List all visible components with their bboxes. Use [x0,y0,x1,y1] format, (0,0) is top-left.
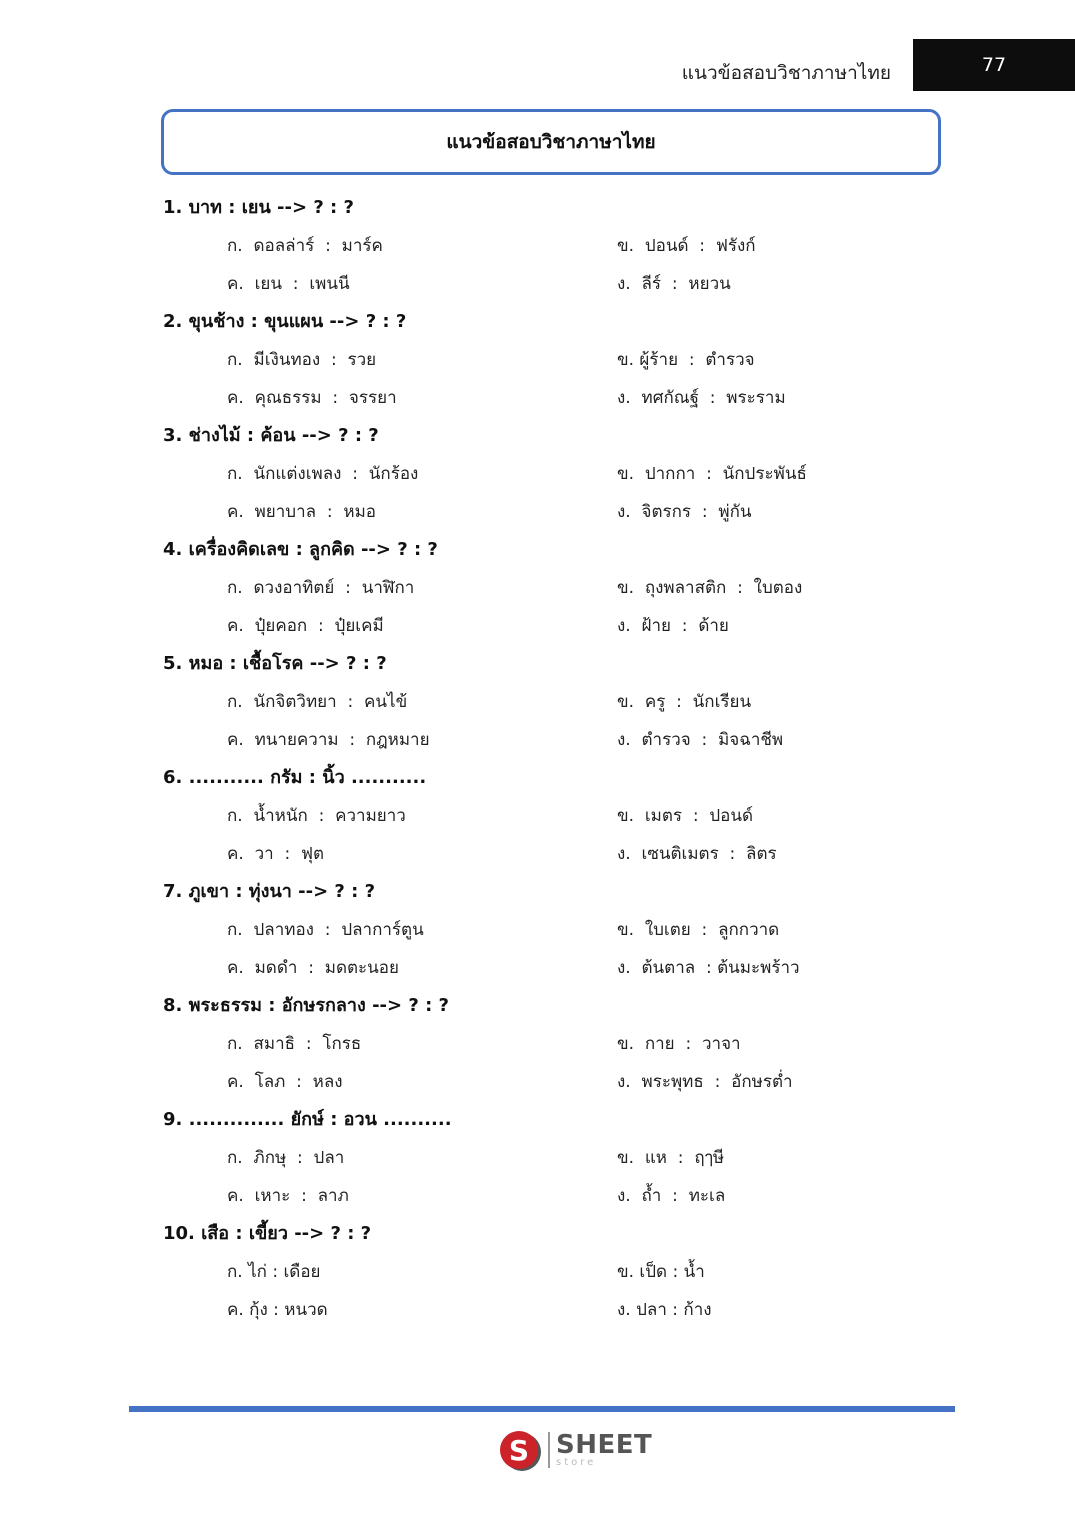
option-d: ง. พระพุทธ : อักษรต่ำ [617,1072,793,1092]
option-c: ค. มดดำ : มดตะนอย [227,958,399,978]
question-stem: 2. ขุนช้าง : ขุนแผน --> ? : ? [163,311,407,332]
page-number: 77 [981,54,1007,76]
question-3 [163,417,1023,531]
question-4 [163,531,1023,645]
footer-divider [129,1406,955,1412]
question-stem: 7. ภูเขา : ทุ่งนา --> ? : ? [163,881,376,902]
option-b: ข. เป็ด : น้ำ [617,1262,705,1282]
option-d: ง. ถ้ำ : ทะเล [617,1186,726,1206]
option-d: ง. เซนติเมตร : ลิตร [617,844,777,864]
section-title: แนวข้อสอบวิชาภาษาไทย [446,131,656,153]
option-d: ง. ตำรวจ : มิจฉาชีพ [617,730,784,750]
question-stem: 4. เครื่องคิดเลข : ลูกคิด --> ? : ? [163,539,438,560]
question-stem: 3. ช่างไม้ : ค้อน --> ? : ? [163,425,379,446]
logo-text [556,1432,652,1468]
option-b: ข. แห : ฤๅษี [617,1148,725,1168]
page-number-box [913,39,1075,91]
option-a: ก. นักแต่งเพลง : นักร้อง [227,464,419,484]
question-1 [163,189,1023,303]
question-9 [163,1101,1023,1215]
option-a: ก. ดอลล่าร์ : มาร์ค [227,236,383,256]
option-b: ข. ผู้ร้าย : ตำรวจ [617,350,755,370]
question-10 [163,1215,1023,1329]
option-b: ข. เมตร : ปอนด์ [617,806,754,826]
option-d: ง. ลีร์ : หยวน [617,274,731,294]
question-2 [163,303,1023,417]
option-c: ค. พยาบาล : หมอ [227,502,377,522]
option-d: ง. ทศกัณฐ์ : พระราม [617,388,786,408]
sheet-store-logo [500,1428,652,1472]
question-stem: 1. บาท : เยน --> ? : ? [163,197,354,218]
option-c: ค. ทนายความ : กฎหมาย [227,730,430,750]
logo-s-icon: S [500,1431,538,1469]
option-d: ง. จิตรกร : พู่กัน [617,502,752,522]
option-a: ก. มีเงินทอง : รวย [227,350,377,370]
question-5 [163,645,1023,759]
question-6 [163,759,1023,873]
option-d: ง. ต้นตาล : ต้นมะพร้าว [617,958,800,978]
option-a: ก. นักจิตวิทยา : คนไข้ [227,692,408,712]
logo-separator [548,1432,550,1468]
logo-sub-text: store [556,1457,597,1468]
option-a: ก. น้ำหนัก : ความยาว [227,806,406,826]
option-b: ข. ปากกา : นักประพันธ์ [617,464,807,484]
option-c: ค. วา : ฟุต [227,844,325,864]
question-8 [163,987,1023,1101]
option-b: ข. กาย : วาจา [617,1034,741,1054]
question-stem: 5. หมอ : เชื้อโรค --> ? : ? [163,653,387,674]
option-a: ก. สมาธิ : โกรธ [227,1034,362,1054]
question-stem: 9. .............. ยักษ์ : อวน .......... [163,1109,452,1130]
option-b: ข. ครู : นักเรียน [617,692,752,712]
option-c: ค. ปุ๋ยคอก : ปุ๋ยเคมี [227,616,384,636]
section-title-box [161,109,941,175]
question-stem: 6. ........... กรัม : นิ้ว ........... [163,767,427,788]
option-b: ข. ปอนด์ : ฟรังก์ [617,236,756,256]
option-a: ก. ดวงอาทิตย์ : นาฬิกา [227,578,415,598]
option-b: ข. ใบเตย : ลูกกวาด [617,920,780,940]
option-c: ค. โลภ : หลง [227,1072,343,1092]
logo-main-text: SHEET [556,1430,653,1460]
option-d: ง. ฝ้าย : ด้าย [617,616,729,636]
option-c: ค. เหาะ : ลาภ [227,1186,349,1206]
option-c: ค. กุ้ง : หนวด [227,1300,328,1320]
option-a: ก. ภิกษุ : ปลา [227,1148,345,1168]
option-a: ก. ปลาทอง : ปลาการ์ตูน [227,920,424,940]
option-d: ง. ปลา : ก้าง [617,1300,712,1320]
option-c: ค. เยน : เพนนี [227,274,350,294]
option-b: ข. ถุงพลาสติก : ใบตอง [617,578,803,598]
question-stem: 10. เสือ : เขี้ยว --> ? : ? [163,1223,372,1244]
header-title: แนวข้อสอบวิชาภาษาไทย [681,62,891,84]
option-c: ค. คุณธรรม : จรรยา [227,388,397,408]
question-7 [163,873,1023,987]
question-list [163,189,1023,1329]
question-stem: 8. พระธรรม : อักษรกลาง --> ? : ? [163,995,449,1016]
option-a: ก. ไก่ : เดือย [227,1262,321,1282]
